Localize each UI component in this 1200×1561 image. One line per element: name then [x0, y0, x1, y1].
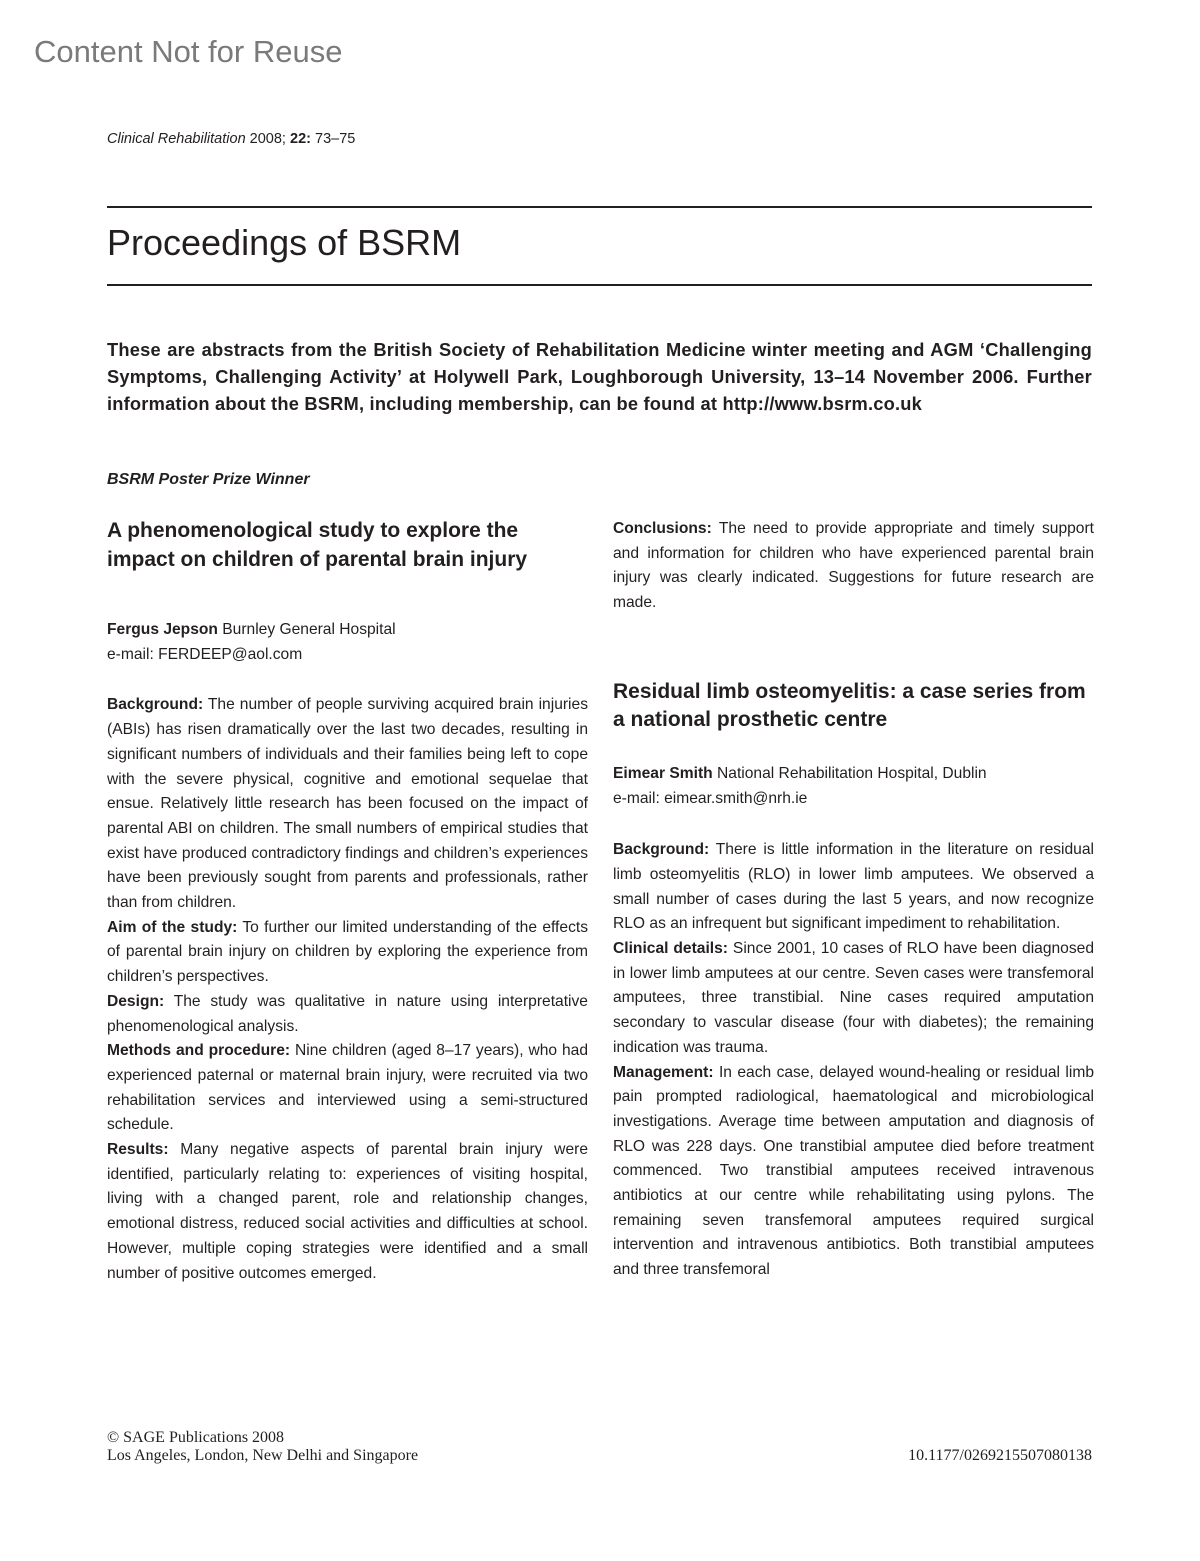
section-label: Background:	[613, 841, 710, 859]
section-label: Design:	[107, 992, 165, 1010]
article2-email: e-mail: eimear.smith@nrh.ie	[613, 789, 808, 807]
article1-author: Fergus Jepson	[107, 621, 218, 638]
section-label: Methods and procedure:	[107, 1042, 291, 1060]
journal-pages: 73–75	[315, 131, 356, 147]
section-text: The study was qualitative in nature using interpretative phenomenological analysis.	[107, 992, 588, 1035]
section-text: Since 2001, 10 cases of RLO have been diagnosed in lower limb amputees at our centre. Seven cases were transfemoral amputees, three transtibial. Nine cases required amputation secondary to vascular disease (four with diabetes); the remaining indication was trauma.	[613, 940, 1094, 1056]
article2-affiliation: National Rehabilitation Hospital, Dublin	[717, 764, 987, 782]
footer-doi: 10.1177/0269215507080138	[908, 1447, 1092, 1464]
journal-name: Clinical Rehabilitation	[107, 131, 246, 147]
article1	[107, 517, 588, 1286]
page-title: Proceedings of BSRM	[107, 222, 462, 263]
section-text: Nine children (aged 8–17 years), who had experienced paternal or maternal brain injury, were recruited via two rehabilitation services and interviewed using a semi-structured schedule.	[107, 1042, 588, 1134]
article1-body	[107, 693, 588, 1286]
journal-volume: 22:	[290, 131, 311, 147]
article2-section	[613, 937, 1094, 1061]
footer-cities: Los Angeles, London, New Delhi and Singapore	[107, 1447, 419, 1464]
article2-section	[613, 838, 1094, 937]
section-text: The need to provide appropriate and timely support and information for children who have experienced parental brain injury was clearly indicated. Suggestions for future research are made.	[613, 520, 1094, 612]
prize-label: BSRM Poster Prize Winner	[107, 471, 310, 488]
footer-publisher	[107, 1429, 418, 1465]
article1-section	[107, 990, 588, 1039]
section-text: The number of people surviving acquired brain injuries (ABIs) has risen dramatically over the last two decades, resulting in significant numbers of individuals and their families being left to cope with the severe physical, cognitive and emotional sequelae that ensue. Relatively little research has been focused on the impact of parental ABI on children. The small numbers of empirical studies that exist have produced contradictory findings and children’s experiences have been previously sought from parents and professionals, rather than from children.	[107, 696, 588, 912]
section-label: Aim of the study:	[107, 918, 238, 936]
article1-section	[107, 693, 588, 915]
article1-conclusions	[613, 517, 1094, 616]
article1-author-line	[107, 618, 588, 643]
section-text: To further our limited understanding of the effects of parental brain injury on children by exploring the experience from children’s perspectives.	[107, 918, 588, 986]
article1-section	[107, 1039, 588, 1138]
section-label: Conclusions:	[613, 520, 712, 537]
article1-section	[107, 1138, 588, 1286]
article2-title: Residual limb osteomyelitis: a case series from a national prosthetic centre	[613, 679, 1086, 732]
article2-author: Eimear Smith	[613, 764, 713, 782]
right-column	[613, 517, 1094, 1283]
article2-body	[613, 838, 1094, 1283]
top-rule	[107, 206, 1092, 208]
footer-copyright: © SAGE Publications 2008	[107, 1429, 285, 1446]
article1-section	[107, 916, 588, 990]
intro-paragraph: These are abstracts from the British Society of Rehabilitation Medicine winter meeting and AGM ‘Challenging Symptoms, Challenging Activity’ at Holywell Park, Loughborough University, 13–14 November 2006. Further information about the BSRM, including membership, can be found at http://www.bsrm.co.uk	[107, 339, 1092, 414]
title-rule	[107, 284, 1092, 286]
article2-section	[613, 1061, 1094, 1283]
journal-year: 2008;	[249, 131, 286, 147]
section-text: Many negative aspects of parental brain injury were identified, particularly relating to: experiences of visiting hospital, living with a changed parent, role and relationship changes, emotional distress, reduced social activities and difficulties at school. However, multiple coping strategies were identified and a small number of positive outcomes emerged.	[107, 1141, 588, 1282]
journal-citation	[107, 131, 355, 147]
section-label: Results:	[107, 1141, 169, 1159]
section-text: In each case, delayed wound-healing or residual limb pain prompted radiological, haematological and microbiological investigations. Average time between amputation and diagnosis of RLO was 228 days. One transtibial amputee died before treatment commenced. Two transtibial amputees received intravenous antibiotics at our centre while rehabilitating using pylons. The remaining seven transfemoral amputees required surgical intervention and intravenous antibiotics. Both transtibial amputees and three transfemoral	[613, 1063, 1094, 1279]
article1-email: e-mail: FERDEEP@aol.com	[107, 645, 303, 663]
article1-affiliation: Burnley General Hospital	[222, 621, 396, 638]
watermark: Content Not for Reuse	[34, 34, 343, 69]
section-label: Background:	[107, 696, 204, 714]
article1-title: A phenomenological study to explore the impact on children of parental brain injury	[107, 519, 528, 571]
section-text: There is little information in the literature on residual limb osteomyelitis (RLO) in lower limb amputees. We observed a small number of cases during the last 5 years, and now recognize RLO as an infrequent but significant impediment to rehabilitation.	[613, 841, 1094, 933]
article2-author-line	[613, 762, 1094, 787]
section-label: Management:	[613, 1063, 714, 1081]
section-label: Clinical details:	[613, 940, 728, 958]
